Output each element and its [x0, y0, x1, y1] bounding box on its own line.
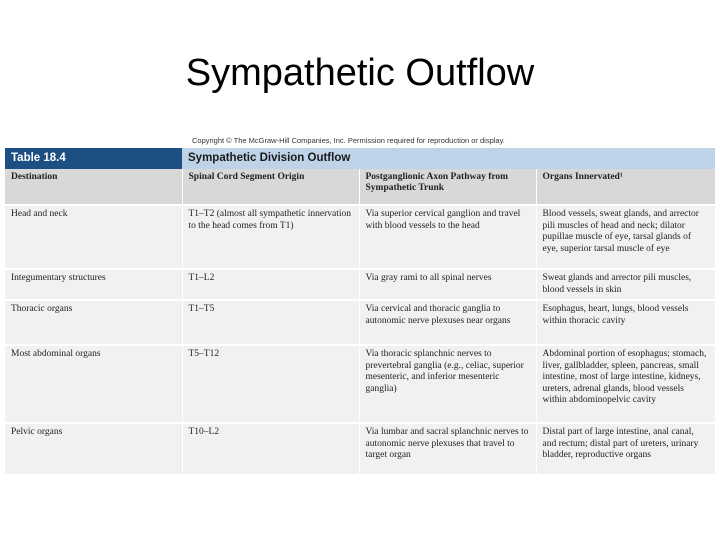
table-row [5, 423, 715, 474]
cell-axon-pathway: Via superior cervical ganglion and travel with blood vessels to the head [359, 205, 536, 269]
table-row [5, 205, 715, 269]
cell-destination: Head and neck [5, 205, 182, 269]
table-number: Table 18.4 [5, 148, 182, 169]
header-organs-innervated: Organs Innervated¹ [536, 169, 715, 205]
cell-organs: Esophagus, heart, lungs, blood vessels within thoracic cavity [536, 300, 715, 345]
cell-spinal-origin: T1–T5 [182, 300, 359, 345]
table-header-row [5, 169, 715, 205]
copyright-notice: Copyright © The McGraw-Hill Companies, Inc. Permission required for reproduction or display. [192, 136, 505, 145]
cell-axon-pathway: Via lumbar and sacral splanchnic nerves to autonomic nerve plexuses that travel to target organ [359, 423, 536, 474]
cell-destination: Integumentary structures [5, 269, 182, 300]
sympathetic-outflow-table [5, 148, 716, 474]
cell-spinal-origin: T1–L2 [182, 269, 359, 300]
cell-organs: Abdominal portion of esophagus; stomach, liver, gallbladder, spleen, pancreas, small intestine, most of large intestine, kidneys, ureters, adrenal glands, blood vessels within abdominopelvic cavity [536, 345, 715, 423]
cell-spinal-origin: T10–L2 [182, 423, 359, 474]
cell-destination: Pelvic organs [5, 423, 182, 474]
cell-destination: Thoracic organs [5, 300, 182, 345]
header-axon-pathway: Postganglionic Axon Pathway from Sympathetic Trunk [359, 169, 536, 205]
cell-spinal-origin: T5–T12 [182, 345, 359, 423]
cell-axon-pathway: Via thoracic splanchnic nerves to prevertebral ganglia (e.g., celiac, superior mesenteric, and inferior mesenteric ganglia) [359, 345, 536, 423]
cell-organs: Sweat glands and arrector pili muscles, blood vessels in skin [536, 269, 715, 300]
table-caption: Sympathetic Division Outflow [182, 148, 715, 169]
cell-organs: Distal part of large intestine, anal canal, and rectum; distal part of ureters, urinary bladder, reproductive organs [536, 423, 715, 474]
header-spinal-origin: Spinal Cord Segment Origin [182, 169, 359, 205]
outflow-table-container [5, 148, 715, 474]
table-row [5, 300, 715, 345]
cell-axon-pathway: Via gray rami to all spinal nerves [359, 269, 536, 300]
cell-axon-pathway: Via cervical and thoracic ganglia to autonomic nerve plexuses near organs [359, 300, 536, 345]
table-row [5, 269, 715, 300]
cell-destination: Most abdominal organs [5, 345, 182, 423]
cell-spinal-origin: T1–T2 (almost all sympathetic innervation to the head comes from T1) [182, 205, 359, 269]
slide-title: Sympathetic Outflow [185, 52, 535, 94]
header-destination: Destination [5, 169, 182, 205]
cell-organs: Blood vessels, sweat glands, and arrector pili muscles of head and neck; dilator pupillae muscle of eye, tarsal glands of eye, superior tarsal muscle of eye [536, 205, 715, 269]
table-row [5, 345, 715, 423]
